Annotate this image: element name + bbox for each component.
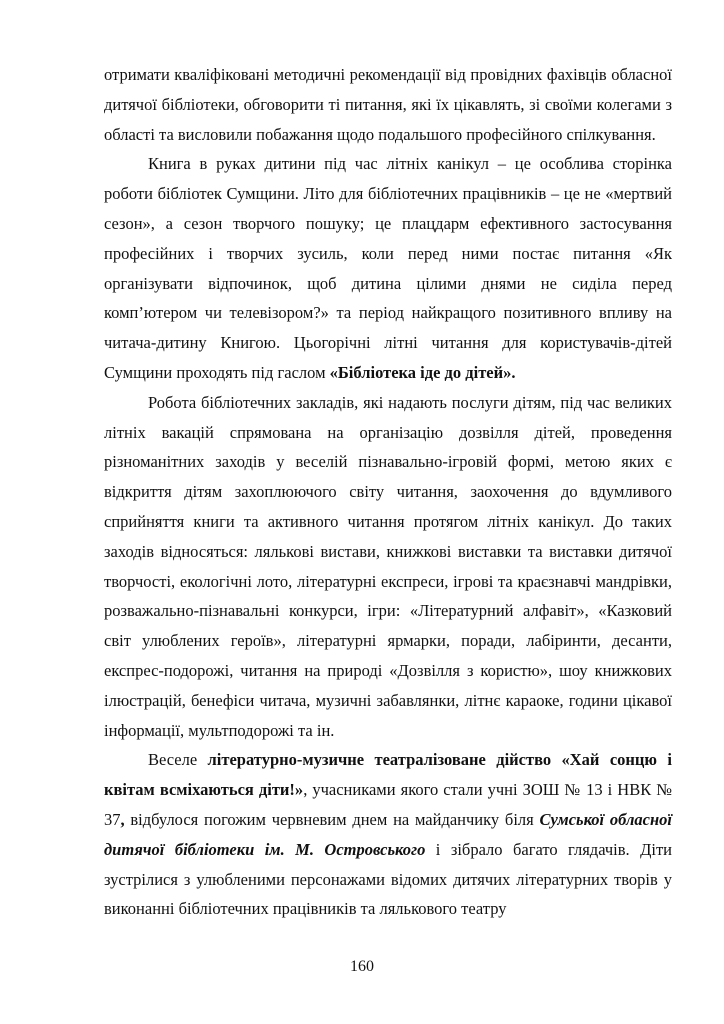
paragraph-4-part-b: , учасниками якого стали учні ЗОШ № 13 і НВК № 37 <box>104 780 672 829</box>
paragraph-2 <box>104 149 672 387</box>
library-name: Сумської обласної дитячої бібліотеки ім. М. Островського <box>104 809 672 859</box>
body-text <box>104 60 672 924</box>
paragraph-3: Робота бібліотечних закладів, які надають послуги дітям, під час великих літніх вакацій спрямована на організацію дозвілля дітей, проведення різноманітних заходів у веселій пізнавально-ігровій формі, метою яких є відкриття дітям захоплюючого світу читання, заохочення до вдумливого сприйняття книги та активного читання протягом літніх канікул. До таких заходів відносяться: лялькові вистави, книжкові виставки та виставки дитячої творчості, екологічні лото, літературні експреси, ігрові та краєзнавчі мандрівки, розважально-пізнавальні конкурси, ігри: «Літературний алфавіт», «Казковий світ улюблених героїв», літературні ярмарки, поради, лабіринти, десанти, експрес-подорожі, читання на природі «Дозвілля з користю», шоу книжкових ілюстрацій, бенефіси читача, музичні забавлянки, літнє караоке, години цікавої інформації, мультподорожі та ін. <box>104 392 672 740</box>
paragraph-4-comma: , <box>120 809 125 829</box>
paragraph-4 <box>104 745 672 924</box>
event-title: літературно-музичне театралізоване дійство «Хай сонцю і квітам всміхаються діти!» <box>104 750 672 800</box>
paragraph-2-text: Книга в руках дитини під час літніх канікул – це особлива сторінка роботи бібліотек Сумщини. Літо для бібліотечних працівників – це не «мертвий сезон», а сезон творчого пошуку; це плацдарм ефективного застосування професійних і творчих зусиль, коли перед ними постає питання «Як організувати відпочинок, щоб дитина цілими днями не сиділа перед комп’ютером чи телевізором?» та період найкращого позитивного впливу на читача-дитину Книгою. Цьогорічні літні читання для користувачів-дітей Сумщини проходять під гаслом <box>104 154 672 382</box>
paragraph-4-lead: Веселе <box>148 750 208 770</box>
paragraph-4-part-c: відбулося погожим червневим днем на майданчику біля <box>124 809 540 829</box>
paragraph-4-part-d: і зібрало багато глядачів. Діти зустрілися з улюбленими персонажами відомих дитячих літературних творів у виконанні бібліотечних працівників та лялькового театру <box>104 839 672 919</box>
page-number: 160 <box>350 958 374 975</box>
paragraph-1: отримати кваліфіковані методичні рекомендації від провідних фахівців обласної дитячої бібліотеки, обговорити ті питання, які їх цікавлять, зі своїми колегами з області та висловили побажання щодо подальшого професійного спілкування. <box>104 65 672 144</box>
library-slogan: «Бібліотека іде до дітей». <box>329 362 516 382</box>
